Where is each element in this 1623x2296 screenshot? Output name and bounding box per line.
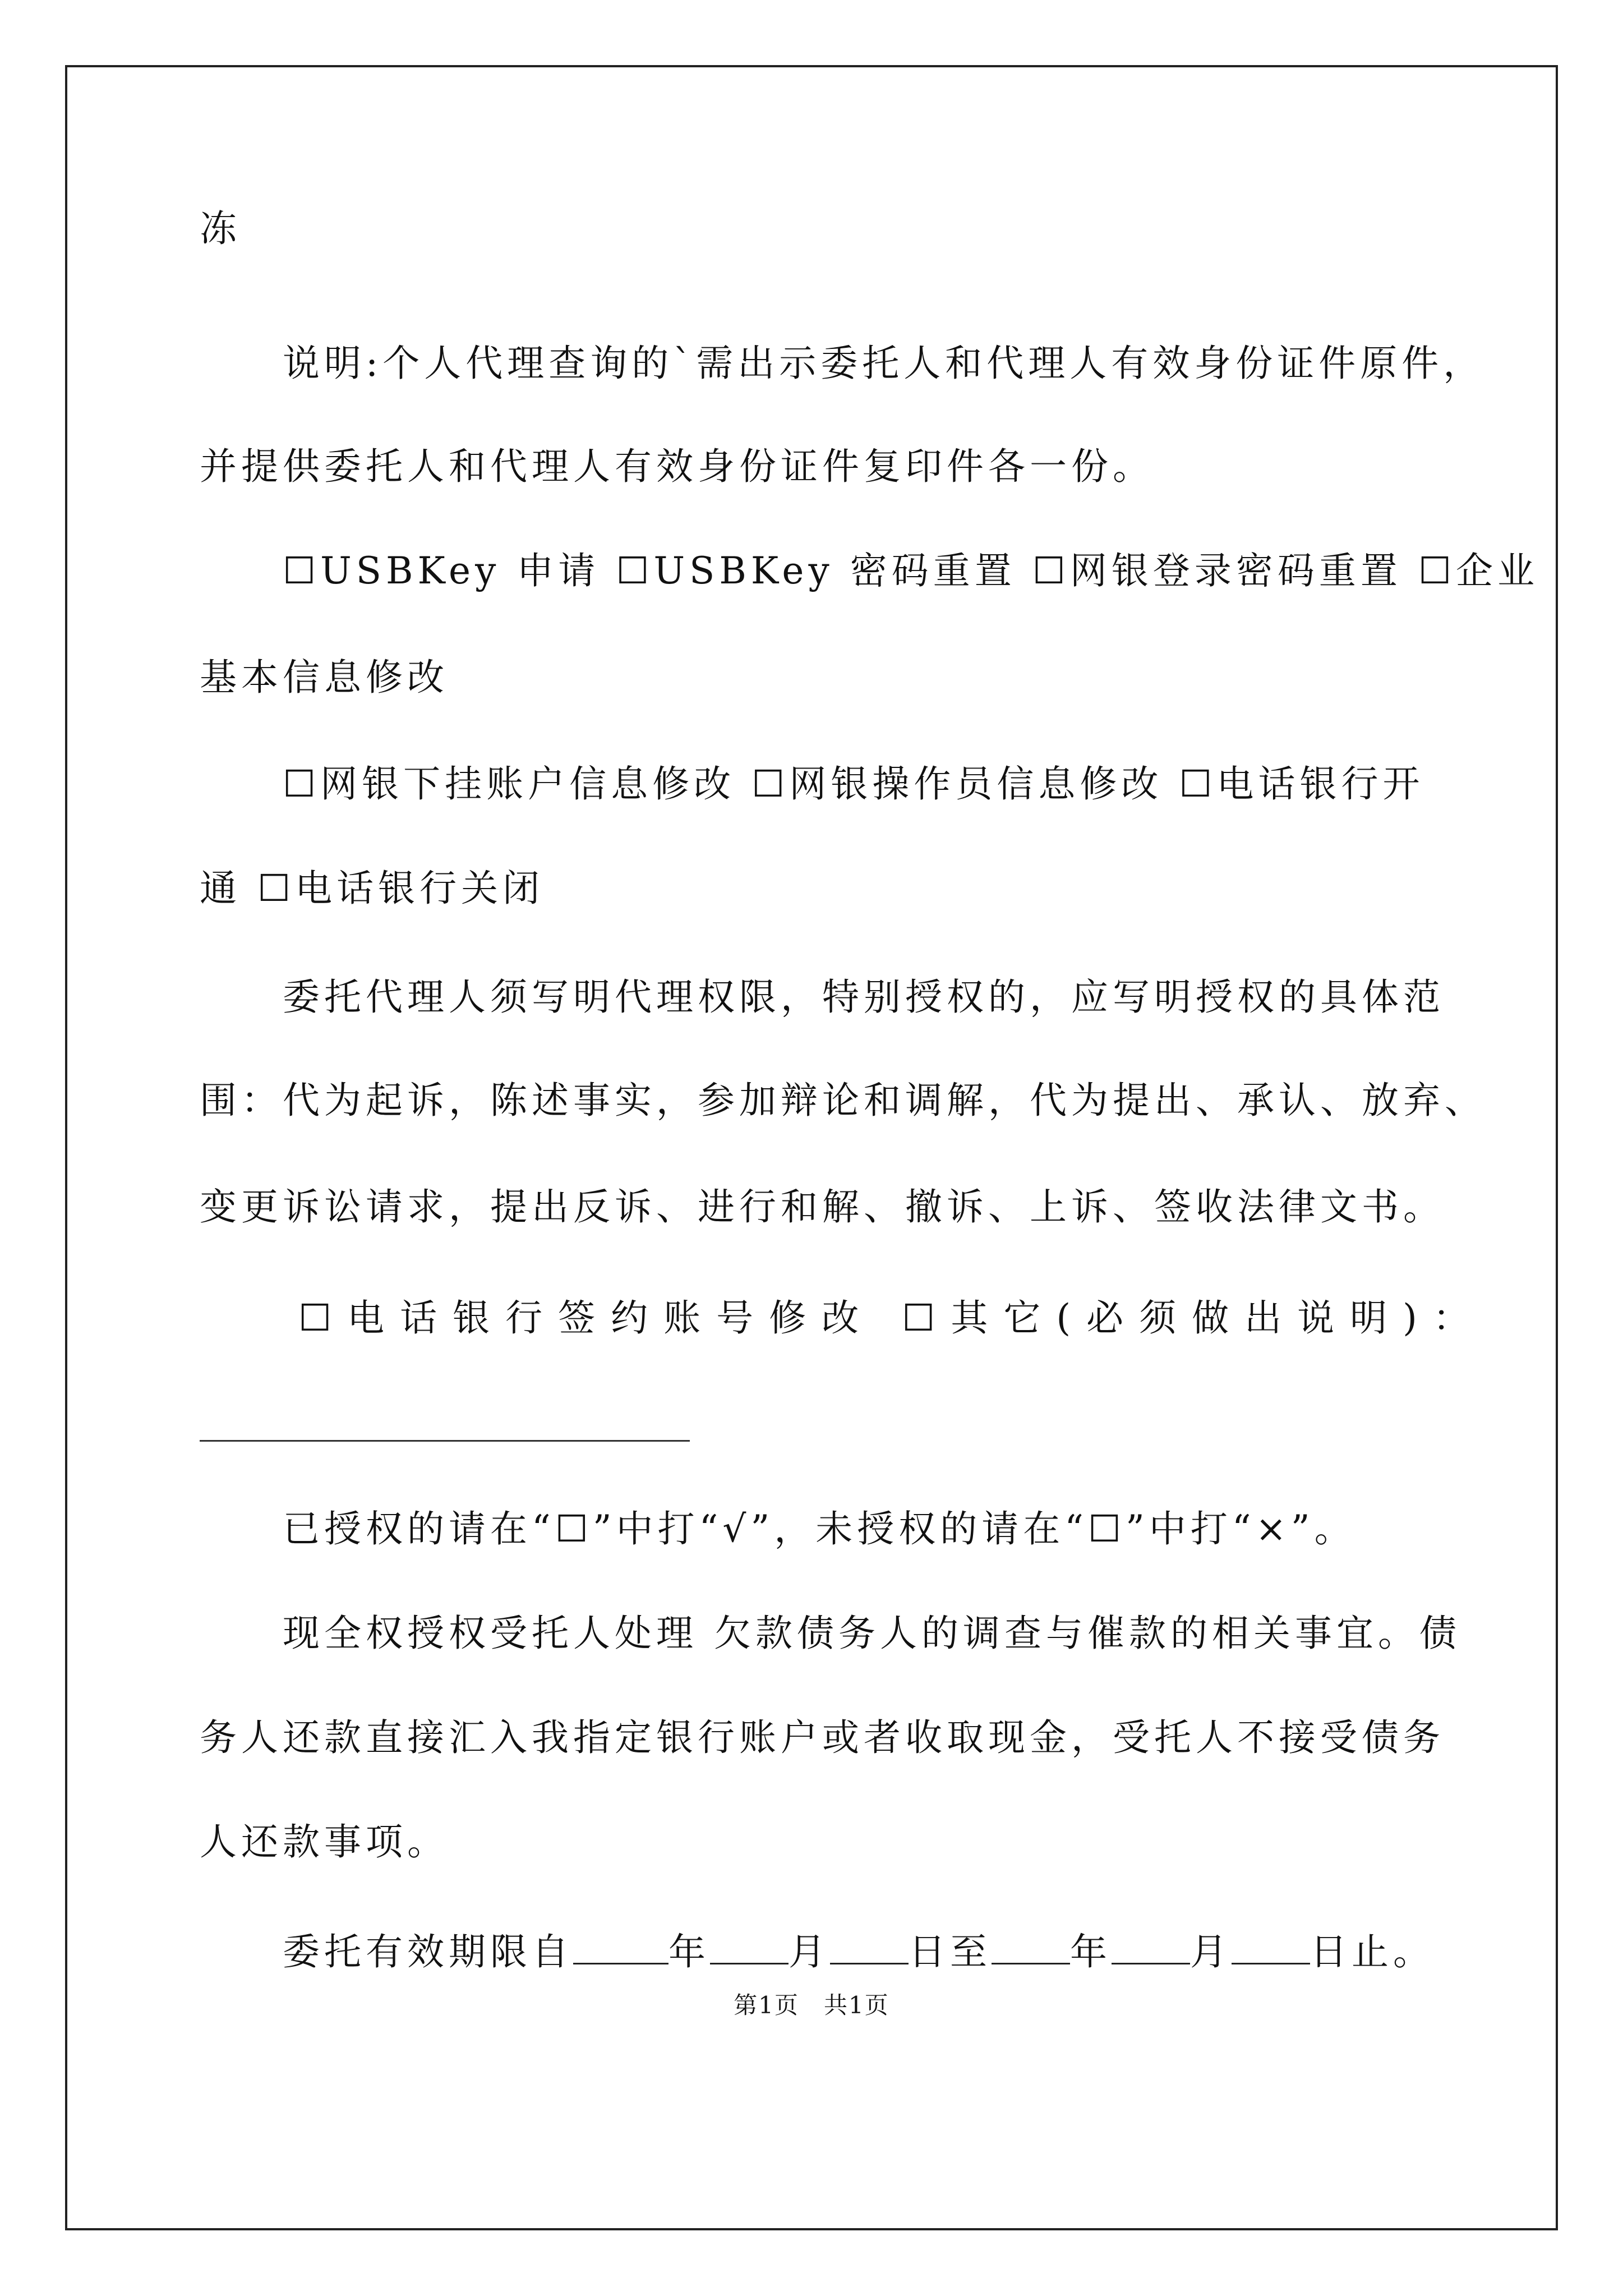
- text-line: 变更诉讼请求，提出反诉、进行和解、撤诉、上诉、签收法律文书。: [200, 1185, 1445, 1228]
- text-line: 人还款事项。: [200, 1820, 449, 1864]
- validity-day-2: 日止。: [1310, 1930, 1435, 1973]
- fill-in-rule: [200, 1440, 690, 1442]
- page-footer: 第1页 共1页: [734, 1991, 889, 2019]
- text-line: 通 ☐电话银行关闭: [200, 867, 545, 910]
- text-line: ☐USBKey 申请 ☐USBKey 密码重置 ☐网银登录密码重置 ☐企业: [283, 549, 1539, 592]
- validity-month-1: 月: [789, 1930, 830, 1973]
- page-border: [65, 65, 1558, 2230]
- text-line: 冻: [200, 207, 241, 250]
- text-line: ☐网银下挂账户信息修改 ☐网银操作员信息修改 ☐电话银行开: [283, 762, 1424, 806]
- text-line: 基本信息修改: [200, 656, 449, 699]
- text-line: 围：代为起诉，陈述事实，参加辩论和调解，代为提出、承认、放弃、: [200, 1079, 1486, 1122]
- blank-field: [710, 1931, 789, 1964]
- blank-field: [1232, 1931, 1310, 1964]
- validity-year-1: 年: [668, 1930, 710, 1973]
- text-line: 已授权的请在“☐”中打“√”，未授权的请在“☐”中打“×”。: [283, 1507, 1356, 1550]
- text-line: 委托代理人须写明代理权限，特别授权的，应写明授权的具体范: [283, 976, 1445, 1019]
- text-line: 现全权授权受托人处理 欠款债务人的调查与催款的相关事宜。债: [283, 1612, 1461, 1655]
- validity-prefix: 委托有效期限自: [283, 1930, 573, 1973]
- blank-field: [1112, 1931, 1190, 1964]
- text-line: 并提供委托人和代理人有效身份证件复印件各一份。: [200, 445, 1154, 488]
- text-line: 务人还款直接汇入我指定银行账户或者收取现金，受托人不接受债务: [200, 1716, 1445, 1759]
- text-line: 说明:个人代理查询的`需出示委托人和代理人有效身份证件原件，: [283, 342, 1485, 385]
- validity-year-2: 年: [1070, 1930, 1112, 1973]
- blank-field: [830, 1931, 909, 1964]
- validity-day-1: 日至: [909, 1930, 992, 1973]
- validity-month-2: 月: [1190, 1930, 1232, 1973]
- blank-field: [992, 1931, 1070, 1964]
- text-line: ☐电话银行签约账号修改 ☐其它(必须做出说明)：: [298, 1296, 1486, 1340]
- blank-field: [573, 1931, 668, 1964]
- validity-line: [283, 1930, 1435, 1975]
